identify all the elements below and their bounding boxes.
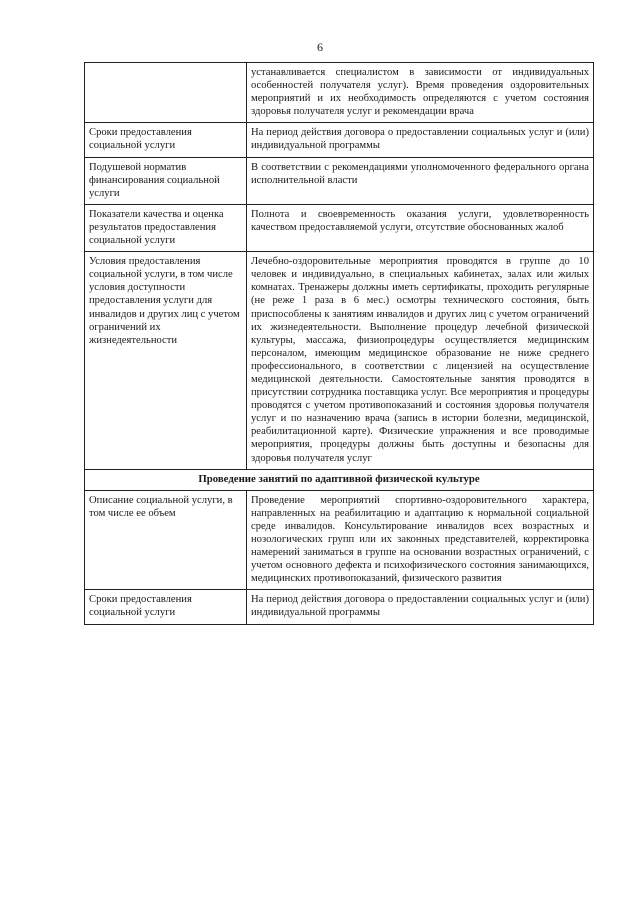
row-label: Подушевой норматив финансирования социальной услуги — [85, 157, 247, 204]
row-label: Показатели качества и оценка результатов предоставления социальной услуги — [85, 204, 247, 251]
table-row — [85, 204, 594, 251]
row-value: На период действия договора о предоставлении социальных услуг и (или) индивидуальной программы — [247, 590, 594, 624]
table-row — [85, 252, 594, 470]
row-label: Сроки предоставления социальной услуги — [85, 123, 247, 157]
row-value: На период действия договора о предоставлении социальных услуг и (или) индивидуальной программы — [247, 123, 594, 157]
service-table — [84, 62, 594, 625]
page-number: 6 — [317, 40, 323, 54]
row-value: В соответствии с рекомендациями уполномоченного федерального органа исполнительной власти — [247, 157, 594, 204]
row-value: Проведение мероприятий спортивно-оздоровительного характера, направленных на реабилитацию и адаптацию к нормальной социальной среде инвалидов. Консультирование инвалидов всех возрастных и нозологических групп или их законных представителей, корректировка намерений заниматься в группе на основании возрастных ограничений, с учетом основного дефекта и психофизического состояния занимающихся, медицинских противопоказаний, физического развития — [247, 490, 594, 590]
table-row — [85, 590, 594, 624]
row-label: Условия предоставления социальной услуги, в том числе условия доступности предоставления услуги для инвалидов и других лиц с учетом ограничений их жизнедеятельности — [85, 252, 247, 470]
row-label: Сроки предоставления социальной услуги — [85, 590, 247, 624]
table-row — [85, 123, 594, 157]
section-header-row — [85, 469, 594, 490]
row-value: Лечебно-оздоровительные мероприятия проводятся в группе до 10 человек и индивидуально, в специальных кабинетах, залах или жилых комнатах. Тренажеры должны иметь сертификаты, проходить регулярные (не реже 1 раза в 6 мес.) осмотры технического состояния, быть приспособлены к занятиям инвалидов и других лиц с учетом ограничений их жизнедеятельности. Выполнение процедур лечебной физической культуры, массажа, физиопроцедуры осуществляется медицинским персоналом, имеющим медицинское образование не ниже среднего профессионального, в соответствии с лицензией на осуществление медицинской деятельности. Самостоятельные занятия проводятся в присутствии сотрудника поставщика услуг. Все мероприятия и процедуры проводятся с учетом противопоказаний и состояния здоровья получателя услуг и по назначению врача (запись в истории болезни, медицинской, реабилитационной карте). Физические упражнения и все проводимые мероприятия, процедуры должны быть доступны и безопасны для здоровья получателя услуг — [247, 252, 594, 470]
table-row — [85, 157, 594, 204]
row-value: устанавливается специалистом в зависимости от индивидуальных особенностей получателя услуг). Время проведения оздоровительных мероприятий и их необходимость определяются с учетом состояния здоровья получателя услуг и рекомендации врача — [247, 63, 594, 123]
table-row — [85, 63, 594, 123]
section-title: Проведение занятий по адаптивной физической культуре — [85, 469, 594, 490]
row-label: Описание социальной услуги, в том числе ее объем — [85, 490, 247, 590]
table-row — [85, 490, 594, 590]
row-value: Полнота и своевременность оказания услуги, удовлетворенность качеством предоставляемой услуги, отсутствие обоснованных жалоб — [247, 204, 594, 251]
row-label — [85, 63, 247, 123]
